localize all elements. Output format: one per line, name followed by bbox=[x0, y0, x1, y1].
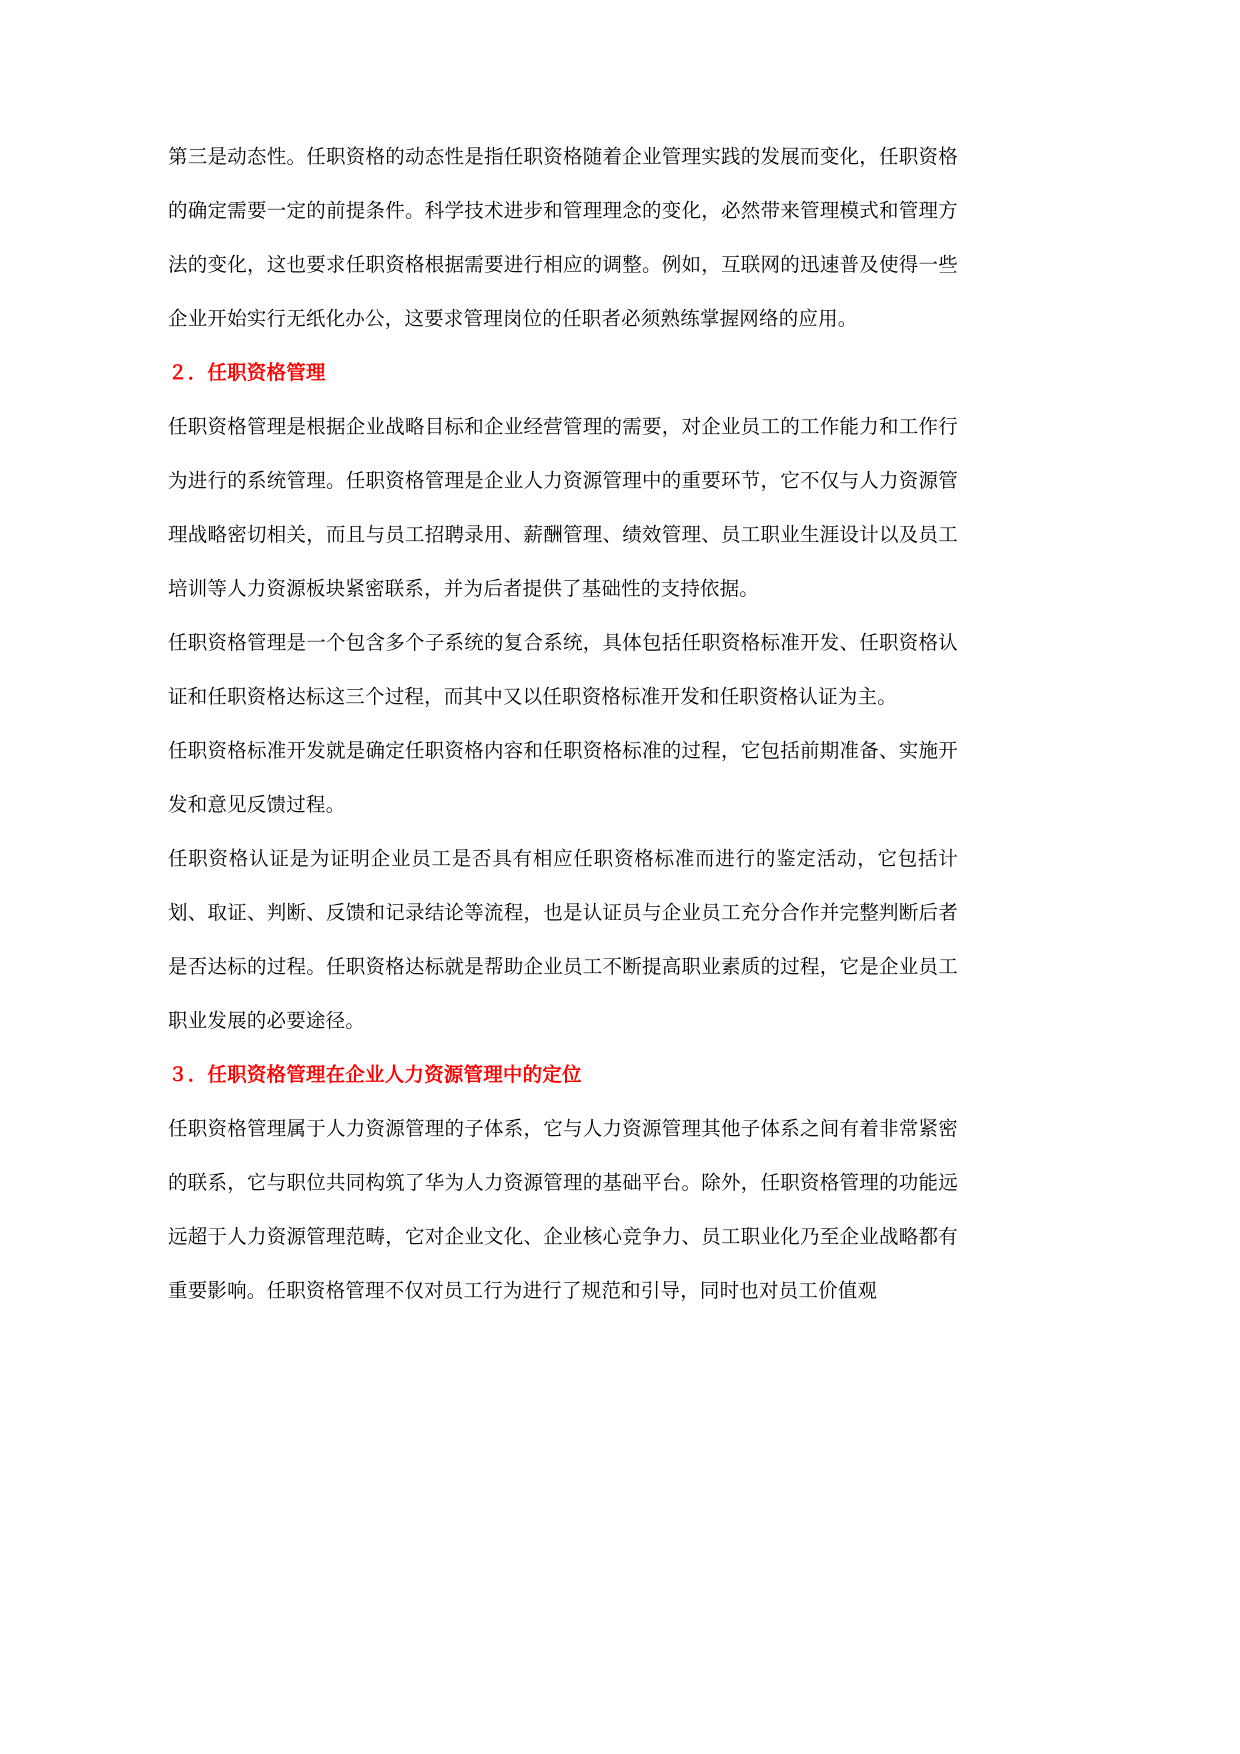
paragraph-dynamic-nature: 第三是动态性。任职资格的动态性是指任职资格随着企业管理实践的发展而变化，任职资格的确定需要一定的前提条件。科学技术进步和管理理念的变化，必然带来管理模式和管理方法的变化，这也要求任职资格根据需要进行相应的调整。例如，互联网的迅速普及使得一些企业开始实行无纸化办公，这要求管理岗位的任职者必须熟练掌握网络的应用。 bbox=[168, 145, 958, 330]
paragraph-composite-system: 任职资格管理是一个包含多个子系统的复合系统，具体包括任职资格标准开发、任职资格认证和任职资格达标这三个过程，而其中又以任职资格标准开发和任职资格认证为主。 bbox=[168, 631, 958, 708]
paragraph-certification: 任职资格认证是为证明企业员工是否具有相应任职资格标准而进行的鉴定活动，它包括计划、取证、判断、反馈和记录结论等流程，也是认证员与企业员工充分合作并完整判断后者是否达标的过程。任职资格达标就是帮助企业员工不断提高职业素质的过程，它是企业员工职业发展的必要途径。 bbox=[168, 847, 958, 1032]
paragraph-standard-development: 任职资格标准开发就是确定任职资格内容和任职资格标准的过程，它包括前期准备、实施开发和意见反馈过程。 bbox=[168, 739, 958, 816]
heading-positioning-in-hrm: ３．任职资格管理在企业人力资源管理中的定位 bbox=[168, 1063, 582, 1086]
paragraph-management-definition: 任职资格管理是根据企业战略目标和企业经营管理的需要，对企业员工的工作能力和工作行为进行的系统管理。任职资格管理是企业人力资源管理中的重要环节，它不仅与人力资源管理战略密切相关，而且与员工招聘录用、薪酬管理、绩效管理、员工职业生涯设计以及员工培训等人力资源板块紧密联系，并为后者提供了基础性的支持依据。 bbox=[168, 415, 958, 600]
paragraph-subsystem-positioning: 任职资格管理属于人力资源管理的子体系，它与人力资源管理其他子体系之间有着非常紧密的联系，它与职位共同构筑了华为人力资源管理的基础平台。除外，任职资格管理的功能远远超于人力资源管理范畴，它对企业文化、企业核心竞争力、员工职业化乃至企业战略都有重要影响。任职资格管理不仅对员工行为进行了规范和引导，同时也对员工价值观 bbox=[168, 1117, 958, 1302]
document-body bbox=[168, 130, 958, 1318]
heading-qualification-management: ２．任职资格管理 bbox=[168, 361, 326, 384]
